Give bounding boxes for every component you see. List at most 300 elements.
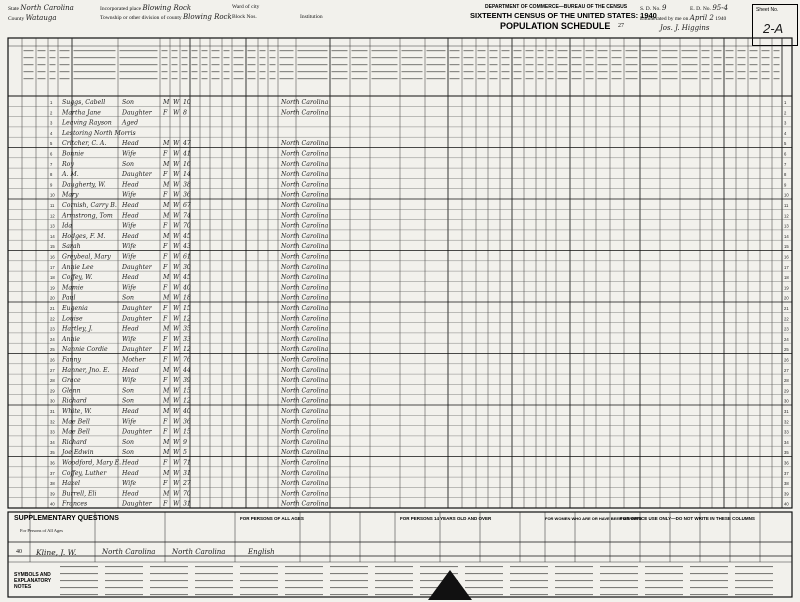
row-line-number: 7 bbox=[50, 161, 53, 167]
row-line-number: 33 bbox=[50, 429, 55, 435]
row-sex: M bbox=[163, 274, 170, 282]
header-fineprint bbox=[260, 57, 266, 58]
row-line-number-right: 4 bbox=[784, 130, 787, 136]
header-fineprint bbox=[526, 64, 534, 65]
row-sex: F bbox=[163, 150, 168, 158]
row-line-number: 29 bbox=[50, 388, 55, 394]
row-line-number-right: 21 bbox=[784, 306, 789, 312]
header-fineprint bbox=[60, 50, 70, 51]
header-fineprint bbox=[662, 57, 678, 58]
row-relation: Daughter bbox=[122, 171, 152, 179]
row-line-number-right: 28 bbox=[784, 378, 789, 384]
header-fineprint bbox=[280, 64, 294, 65]
header-fineprint bbox=[248, 50, 256, 51]
row-relation: Mother bbox=[122, 356, 146, 364]
header-fineprint bbox=[642, 71, 658, 72]
footer-fineprint bbox=[735, 587, 773, 588]
row-birthplace: North Carolina bbox=[281, 377, 329, 385]
header-fineprint bbox=[682, 78, 698, 79]
row-line-number: 26 bbox=[50, 357, 55, 363]
row-name: Richard bbox=[62, 397, 87, 405]
row-race: W bbox=[173, 109, 180, 117]
footer-fineprint bbox=[240, 580, 278, 581]
row-sex: M bbox=[163, 160, 170, 168]
supp-entry-father: North Carolina bbox=[102, 548, 156, 556]
header-fineprint bbox=[464, 50, 474, 51]
supp-subtitle: For Persons of All Ages bbox=[20, 528, 64, 533]
row-age: 33 bbox=[183, 335, 191, 343]
row-name: Woodford, Mary E. bbox=[62, 459, 122, 467]
header-fineprint bbox=[526, 78, 534, 79]
row-birthplace: North Carolina bbox=[281, 109, 329, 117]
header-fineprint bbox=[202, 64, 208, 65]
supp-entry-name: Kline, J. W. bbox=[36, 548, 77, 557]
header-fineprint bbox=[774, 71, 780, 72]
row-name: Glenn bbox=[62, 387, 81, 395]
row-relation: Daughter bbox=[122, 346, 152, 354]
row-birthplace: North Carolina bbox=[281, 171, 329, 179]
header-fineprint bbox=[270, 78, 276, 79]
row-race: W bbox=[173, 418, 180, 426]
row-age: 45 bbox=[183, 274, 191, 282]
row-birthplace: North Carolina bbox=[281, 212, 329, 220]
row-age: 27 bbox=[183, 480, 191, 488]
header-fineprint bbox=[662, 71, 678, 72]
header-fineprint bbox=[60, 78, 70, 79]
row-line-number-right: 3 bbox=[784, 120, 787, 126]
row-race: W bbox=[173, 408, 180, 416]
row-relation: Daughter bbox=[122, 109, 152, 117]
header-fineprint bbox=[548, 64, 554, 65]
row-race: W bbox=[173, 459, 180, 467]
row-birthplace: North Carolina bbox=[281, 202, 329, 210]
header-fineprint bbox=[162, 64, 168, 65]
footer-fineprint bbox=[510, 573, 548, 574]
row-line-number-right: 34 bbox=[784, 439, 789, 445]
row-birthplace: North Carolina bbox=[281, 325, 329, 333]
row-line-number-right: 24 bbox=[784, 336, 789, 342]
header-fineprint bbox=[224, 71, 230, 72]
row-birthplace: North Carolina bbox=[281, 449, 329, 457]
footer-fineprint bbox=[735, 580, 773, 581]
row-name: Lestoring North Morris bbox=[62, 129, 136, 137]
header-fineprint bbox=[450, 78, 460, 79]
row-line-number: 21 bbox=[50, 306, 55, 312]
supp-section-c: FOR PERSONS 14 YEARS OLD AND OVER bbox=[400, 516, 492, 521]
header-fineprint bbox=[162, 57, 168, 58]
row-sex: F bbox=[163, 428, 168, 436]
row-name: Mae Bell bbox=[62, 428, 90, 436]
header-fineprint bbox=[514, 78, 522, 79]
header-fineprint bbox=[478, 78, 486, 79]
row-sex: F bbox=[163, 243, 168, 251]
header-fineprint bbox=[192, 57, 198, 58]
header-fineprint bbox=[598, 78, 608, 79]
row-line-number-right: 31 bbox=[784, 409, 789, 415]
footer-fineprint bbox=[240, 594, 278, 595]
row-race: W bbox=[173, 263, 180, 271]
header-fineprint bbox=[538, 57, 544, 58]
header-fineprint bbox=[280, 78, 294, 79]
header-fineprint bbox=[332, 78, 348, 79]
row-race: W bbox=[173, 305, 180, 313]
header-fineprint bbox=[120, 50, 158, 51]
row-birthplace: North Carolina bbox=[281, 469, 329, 477]
row-relation: Head bbox=[122, 366, 139, 374]
header-fineprint bbox=[212, 64, 220, 65]
header-fineprint bbox=[192, 50, 198, 51]
row-birthplace: North Carolina bbox=[281, 366, 329, 374]
header-fineprint bbox=[352, 64, 368, 65]
row-name: Mae Bell bbox=[62, 418, 90, 426]
header-fineprint bbox=[270, 57, 276, 58]
row-line-number-right: 22 bbox=[784, 316, 789, 322]
row-race: W bbox=[173, 366, 180, 374]
header-fineprint bbox=[558, 64, 568, 65]
row-relation: Head bbox=[122, 408, 139, 416]
row-name: Armstrong, Tom bbox=[62, 212, 113, 220]
row-line-number: 31 bbox=[50, 409, 55, 415]
header-fineprint bbox=[738, 78, 746, 79]
header-fineprint bbox=[234, 50, 244, 51]
sheet-label: Sheet No. bbox=[756, 7, 779, 13]
row-name: Sarah bbox=[62, 243, 81, 251]
header-fineprint bbox=[548, 78, 554, 79]
row-age: 35 bbox=[183, 325, 191, 333]
header-fineprint bbox=[642, 57, 658, 58]
footer-fineprint bbox=[150, 566, 188, 567]
header-fineprint bbox=[74, 57, 116, 58]
row-relation: Daughter bbox=[122, 315, 152, 323]
footer-fineprint bbox=[555, 566, 593, 567]
footer-fineprint bbox=[105, 580, 143, 581]
header-fineprint bbox=[714, 71, 722, 72]
header-fineprint bbox=[120, 64, 158, 65]
row-line-number: 22 bbox=[50, 316, 55, 322]
footer-fineprint bbox=[285, 594, 323, 595]
row-race: W bbox=[173, 284, 180, 292]
header-fineprint bbox=[212, 50, 220, 51]
footer-fineprint bbox=[150, 573, 188, 574]
footer-fineprint bbox=[60, 594, 98, 595]
row-line-number-right: 35 bbox=[784, 450, 789, 456]
row-name: Annie Lee bbox=[62, 263, 94, 271]
row-relation: Son bbox=[122, 397, 134, 405]
footer-fineprint bbox=[285, 573, 323, 574]
row-name: Greybeal, Mary bbox=[62, 253, 111, 261]
row-age: 74 bbox=[183, 212, 191, 220]
footer-fineprint bbox=[375, 566, 413, 567]
row-name: Coffey, W. bbox=[62, 274, 93, 282]
header-fineprint bbox=[182, 64, 188, 65]
sheet-value: 2-A bbox=[763, 21, 784, 36]
header-fineprint bbox=[682, 71, 698, 72]
header-fineprint bbox=[586, 64, 594, 65]
schedule-title: POPULATION SCHEDULE bbox=[500, 21, 611, 31]
sd-label: S. D. No. 9 bbox=[640, 4, 667, 12]
row-age: 76 bbox=[183, 356, 191, 364]
row-sex: F bbox=[163, 191, 168, 199]
row-birthplace: North Carolina bbox=[281, 243, 329, 251]
row-relation: Wife bbox=[122, 243, 137, 251]
row-name: Hanner, Jno. E. bbox=[62, 366, 110, 374]
row-line-number-right: 18 bbox=[784, 275, 789, 281]
row-name: Louise bbox=[62, 315, 83, 323]
header-fineprint bbox=[202, 57, 208, 58]
row-birthplace: North Carolina bbox=[281, 274, 329, 282]
header-fineprint bbox=[642, 78, 658, 79]
row-relation: Wife bbox=[122, 150, 137, 158]
row-sex: M bbox=[163, 397, 170, 405]
header-fineprint bbox=[490, 50, 498, 51]
header-fineprint bbox=[612, 71, 622, 72]
header-fineprint bbox=[162, 50, 168, 51]
header-fineprint bbox=[612, 50, 622, 51]
row-relation: Head bbox=[122, 140, 139, 148]
row-relation: Son bbox=[122, 160, 134, 168]
row-line-number: 5 bbox=[50, 141, 53, 147]
header-fineprint bbox=[502, 50, 510, 51]
header-fineprint bbox=[120, 57, 158, 58]
row-line-number-right: 13 bbox=[784, 223, 789, 229]
header-fineprint bbox=[24, 57, 34, 58]
row-line-number: 4 bbox=[50, 130, 53, 136]
row-birthplace: North Carolina bbox=[281, 459, 329, 467]
footer-fineprint bbox=[555, 587, 593, 588]
supp-title: SUPPLEMENTARY QUESTIONS bbox=[14, 515, 119, 522]
header-fineprint bbox=[427, 57, 446, 58]
row-race: W bbox=[173, 202, 180, 210]
footer-fineprint bbox=[60, 580, 98, 581]
header-fineprint bbox=[248, 78, 256, 79]
row-line-number-right: 12 bbox=[784, 213, 789, 219]
header-fineprint bbox=[270, 71, 276, 72]
row-sex: M bbox=[163, 232, 170, 240]
header-fineprint bbox=[586, 57, 594, 58]
row-birthplace: North Carolina bbox=[281, 500, 329, 508]
header-fineprint bbox=[514, 71, 522, 72]
row-name: Fanny bbox=[62, 356, 82, 364]
header-fineprint bbox=[714, 78, 722, 79]
row-sex: F bbox=[163, 459, 168, 467]
header-fineprint bbox=[212, 71, 220, 72]
row-line-number: 19 bbox=[50, 285, 55, 291]
header-fineprint bbox=[626, 64, 638, 65]
footer-fineprint bbox=[195, 580, 233, 581]
footer-fineprint bbox=[375, 594, 413, 595]
footer-fineprint bbox=[330, 573, 368, 574]
row-sex: F bbox=[163, 356, 168, 364]
row-birthplace: North Carolina bbox=[281, 438, 329, 446]
header-fineprint bbox=[572, 64, 582, 65]
header-fineprint bbox=[260, 71, 266, 72]
row-age: 9 bbox=[183, 438, 187, 446]
row-line-number-right: 20 bbox=[784, 295, 789, 301]
header-fineprint bbox=[450, 64, 460, 65]
row-relation: Wife bbox=[122, 480, 137, 488]
row-age: 12 bbox=[183, 315, 191, 323]
row-line-number-right: 9 bbox=[784, 182, 787, 188]
footer-fineprint bbox=[510, 580, 548, 581]
row-line-number-right: 33 bbox=[784, 429, 789, 435]
row-sex: M bbox=[163, 490, 170, 498]
row-relation: Son bbox=[122, 294, 134, 302]
header-fineprint bbox=[298, 50, 328, 51]
row-birthplace: North Carolina bbox=[281, 294, 329, 302]
row-birthplace: North Carolina bbox=[281, 99, 329, 107]
row-sex: M bbox=[163, 408, 170, 416]
footer-fineprint bbox=[105, 566, 143, 567]
header-fineprint bbox=[172, 64, 178, 65]
registration-mark bbox=[428, 570, 472, 600]
footer-fineprint bbox=[600, 573, 638, 574]
row-race: W bbox=[173, 428, 180, 436]
row-age: 44 bbox=[183, 366, 191, 374]
row-race: W bbox=[173, 191, 180, 199]
department-title: DEPARTMENT OF COMMERCE—BUREAU OF THE CENSUS bbox=[485, 4, 628, 10]
row-age: 31 bbox=[183, 469, 191, 477]
row-name: Hazel bbox=[62, 480, 80, 488]
header-fineprint bbox=[450, 50, 460, 51]
header-fineprint bbox=[750, 78, 758, 79]
header-fineprint bbox=[248, 71, 256, 72]
header-fineprint bbox=[202, 71, 208, 72]
row-line-number-right: 7 bbox=[784, 161, 787, 167]
header-fineprint bbox=[714, 64, 722, 65]
header-fineprint bbox=[478, 57, 486, 58]
header-fineprint bbox=[260, 78, 266, 79]
header-fineprint bbox=[74, 64, 116, 65]
header-fineprint bbox=[234, 64, 244, 65]
row-age: 61 bbox=[183, 253, 191, 261]
header-fineprint bbox=[502, 78, 510, 79]
header-fineprint bbox=[74, 78, 116, 79]
header-fineprint bbox=[662, 78, 678, 79]
footer-fineprint bbox=[240, 573, 278, 574]
row-race: W bbox=[173, 274, 180, 282]
row-line-number: 23 bbox=[50, 326, 55, 332]
header-fineprint bbox=[427, 50, 446, 51]
row-sex: F bbox=[163, 109, 168, 117]
row-birthplace: North Carolina bbox=[281, 181, 329, 189]
state-label: State North Carolina bbox=[8, 4, 74, 12]
row-race: W bbox=[173, 315, 180, 323]
footer-fineprint bbox=[690, 580, 728, 581]
header-fineprint bbox=[586, 78, 594, 79]
row-birthplace: North Carolina bbox=[281, 150, 329, 158]
footer-fineprint bbox=[240, 566, 278, 567]
header-fineprint bbox=[332, 71, 348, 72]
header-fineprint bbox=[514, 64, 522, 65]
row-sex: M bbox=[163, 449, 170, 457]
row-name: Martha Jane bbox=[62, 109, 101, 117]
header-fineprint bbox=[182, 71, 188, 72]
header-fineprint bbox=[60, 57, 70, 58]
row-birthplace: North Carolina bbox=[281, 346, 329, 354]
row-race: W bbox=[173, 335, 180, 343]
row-relation: Wife bbox=[122, 222, 137, 230]
supp-entry-line: 40 bbox=[16, 549, 22, 555]
footer-fineprint bbox=[690, 587, 728, 588]
footer-fineprint bbox=[555, 573, 593, 574]
header-fineprint bbox=[234, 78, 244, 79]
header-fineprint bbox=[260, 64, 266, 65]
header-fineprint bbox=[586, 71, 594, 72]
row-sex: F bbox=[163, 315, 168, 323]
row-race: W bbox=[173, 377, 180, 385]
header-fineprint bbox=[464, 71, 474, 72]
header-fineprint bbox=[526, 71, 534, 72]
supp-entry-mother: North Carolina bbox=[172, 548, 226, 556]
row-name: Critcher, C. A. bbox=[62, 140, 107, 148]
header-fineprint bbox=[298, 78, 328, 79]
row-age: 67 bbox=[183, 202, 191, 210]
supp-section-d: FOR WOMEN WHO ARE OR HAVE BEEN MARRIED bbox=[545, 516, 642, 521]
header-fineprint bbox=[598, 50, 608, 51]
footer-fineprint bbox=[105, 587, 143, 588]
header-fineprint bbox=[750, 64, 758, 65]
header-fineprint bbox=[74, 50, 116, 51]
row-line-number-right: 10 bbox=[784, 192, 789, 198]
row-age: 31 bbox=[183, 500, 191, 508]
institution-label: Institution bbox=[300, 14, 323, 20]
row-age: 12 bbox=[183, 346, 191, 354]
footer-fineprint bbox=[600, 566, 638, 567]
footer-fineprint bbox=[150, 580, 188, 581]
row-line-number: 1 bbox=[50, 100, 53, 106]
header-fineprint bbox=[280, 57, 294, 58]
row-birthplace: North Carolina bbox=[281, 284, 329, 292]
header-fineprint bbox=[598, 64, 608, 65]
row-relation: Wife bbox=[122, 284, 137, 292]
row-race: W bbox=[173, 99, 180, 107]
row-race: W bbox=[173, 222, 180, 230]
row-line-number: 28 bbox=[50, 378, 55, 384]
row-relation: Head bbox=[122, 459, 139, 467]
footer-fineprint bbox=[330, 580, 368, 581]
header-fineprint bbox=[682, 50, 698, 51]
footer-symbols: SYMBOLS AND EXPLANATORY NOTES bbox=[14, 572, 52, 590]
footer-fineprint bbox=[195, 566, 233, 567]
footer-fineprint bbox=[240, 587, 278, 588]
header-fineprint bbox=[572, 71, 582, 72]
header-fineprint bbox=[572, 50, 582, 51]
row-age: 41 bbox=[183, 150, 191, 158]
header-fineprint bbox=[774, 64, 780, 65]
row-line-number: 9 bbox=[50, 182, 53, 188]
row-sex: F bbox=[163, 284, 168, 292]
header-fineprint bbox=[726, 50, 734, 51]
header-fineprint bbox=[50, 78, 56, 79]
row-relation: Head bbox=[122, 212, 139, 220]
row-relation: Head bbox=[122, 232, 139, 240]
header-fineprint bbox=[332, 64, 348, 65]
footer-fineprint bbox=[330, 566, 368, 567]
header-fineprint bbox=[478, 64, 486, 65]
row-relation: Son bbox=[122, 387, 134, 395]
header-fineprint bbox=[612, 78, 622, 79]
row-birthplace: North Carolina bbox=[281, 428, 329, 436]
header-fineprint bbox=[352, 50, 368, 51]
row-relation: Wife bbox=[122, 377, 137, 385]
row-age: 15 bbox=[183, 428, 191, 436]
row-relation: Head bbox=[122, 325, 139, 333]
footer-fineprint bbox=[150, 594, 188, 595]
header-fineprint bbox=[372, 57, 398, 58]
header-fineprint bbox=[270, 50, 276, 51]
header-fineprint bbox=[202, 50, 208, 51]
header-fineprint bbox=[738, 71, 746, 72]
